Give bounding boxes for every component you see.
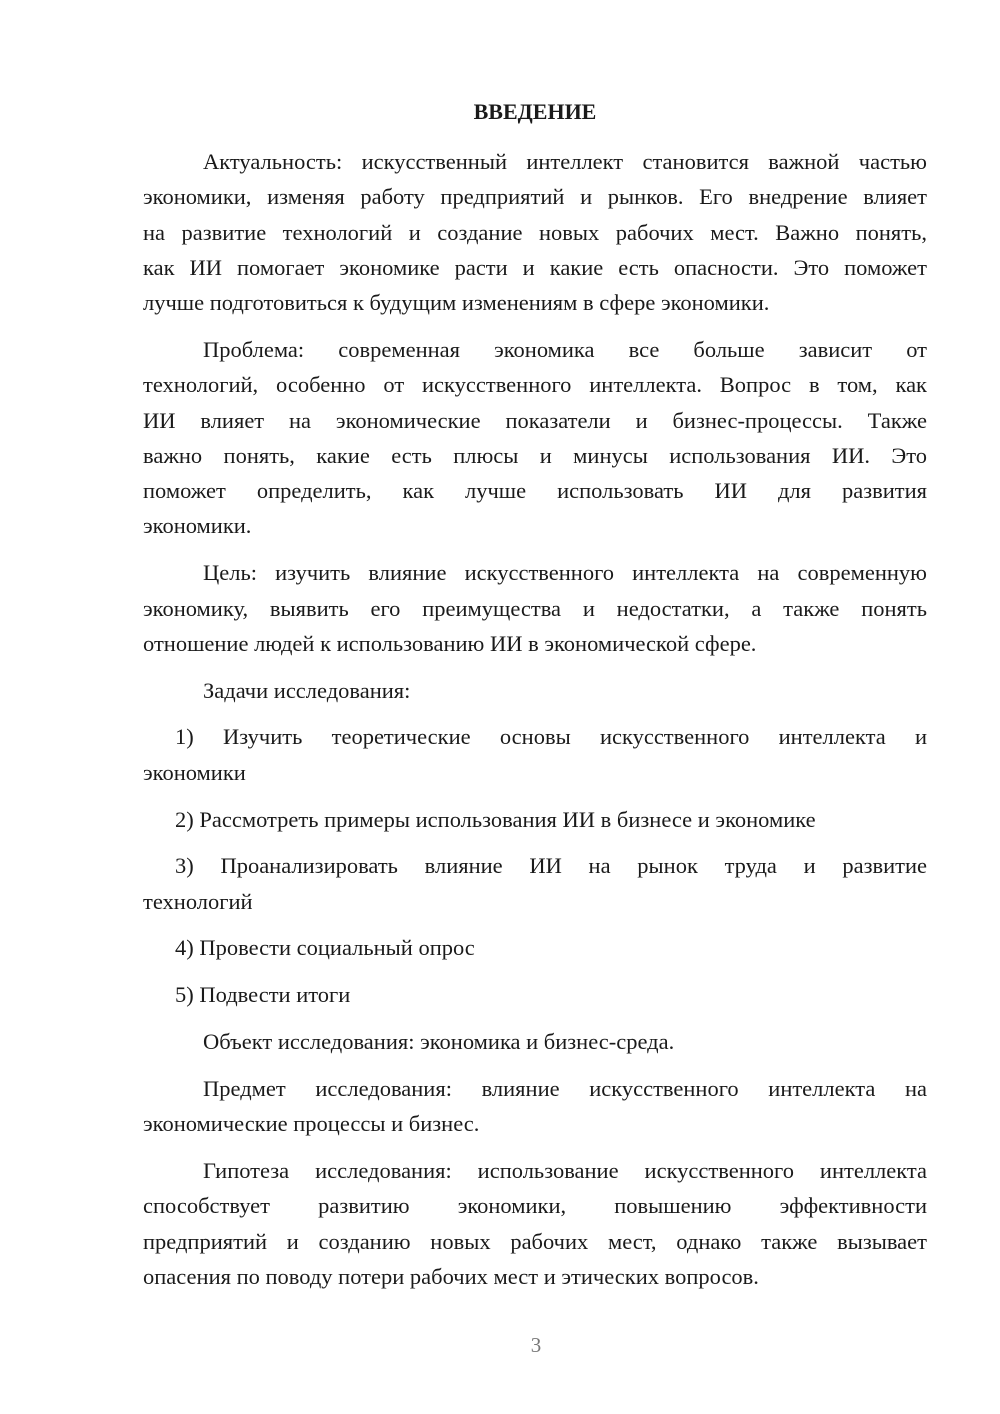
text-line: 2) Рассмотреть примеры использования ИИ в бизнесе и экономике bbox=[175, 806, 816, 832]
paragraph bbox=[143, 673, 927, 708]
text-line: на развитие технологий и создание новых рабочих мест. Важно понять, bbox=[143, 219, 927, 245]
text-line: как ИИ помогает экономике расти и какие есть опасности. Это поможет bbox=[143, 254, 927, 280]
paragraph bbox=[143, 332, 927, 544]
text-line: Задачи исследования: bbox=[203, 677, 411, 703]
list-item bbox=[143, 977, 927, 1012]
text-line: экономические процессы и бизнес. bbox=[143, 1111, 480, 1137]
text-line: Цель: изучить влияние искусственного интеллекта на современную bbox=[203, 560, 927, 586]
list-item bbox=[143, 802, 927, 837]
text-line: 4) Провести социальный опрос bbox=[175, 935, 475, 961]
text-line: экономики, изменяя работу предприятий и рынков. Его внедрение влияет bbox=[143, 184, 927, 210]
paragraph bbox=[143, 555, 927, 661]
document-page bbox=[143, 94, 927, 1294]
paragraph bbox=[143, 1071, 927, 1142]
text-line: опасения по поводу потери рабочих мест и этических вопросов. bbox=[143, 1263, 759, 1289]
text-line: экономики. bbox=[143, 513, 252, 539]
text-line: технологий bbox=[143, 888, 253, 914]
page-number: 3 bbox=[530, 1333, 542, 1357]
document-body bbox=[143, 144, 927, 1294]
paragraph bbox=[143, 144, 927, 320]
list-item bbox=[143, 848, 927, 919]
text-line: отношение людей к использованию ИИ в экономической сфере. bbox=[143, 630, 757, 656]
text-line: поможет определить, как лучше использовать ИИ для развития bbox=[143, 478, 927, 504]
text-line: экономику, выявить его преимущества и недостатки, а также понять bbox=[143, 595, 927, 621]
text-line: Предмет исследования: влияние искусственного интеллекта на bbox=[203, 1075, 927, 1101]
text-line: лучше подготовиться к будущим изменениям в сфере экономики. bbox=[143, 290, 770, 316]
text-line: способствует развитию экономики, повышению эффективности bbox=[143, 1193, 927, 1219]
text-line: ИИ влияет на экономические показатели и бизнес-процессы. Также bbox=[143, 407, 927, 433]
text-line: важно понять, какие есть плюсы и минусы использования ИИ. Это bbox=[143, 442, 927, 468]
section-title: ВВЕДЕНИЕ bbox=[473, 99, 597, 124]
text-line: 5) Подвести итоги bbox=[175, 982, 351, 1008]
text-line: Объект исследования: экономика и бизнес-среда. bbox=[203, 1029, 675, 1055]
text-line: 3) Проанализировать влияние ИИ на рынок труда и развитие bbox=[175, 853, 927, 879]
paragraph bbox=[143, 1153, 927, 1294]
list-item bbox=[143, 930, 927, 965]
paragraph bbox=[143, 1024, 927, 1059]
text-line: предприятий и созданию новых рабочих мест, однако также вызывает bbox=[143, 1228, 927, 1254]
text-line: Актуальность: искусственный интеллект становится важной частью bbox=[203, 149, 927, 174]
text-line: Проблема: современная экономика все больше зависит от bbox=[203, 336, 927, 362]
list-item bbox=[143, 719, 927, 790]
text-line: Гипотеза исследования: использование искусственного интеллекта bbox=[203, 1157, 927, 1183]
text-line: экономики bbox=[143, 759, 246, 785]
text-line: технологий, особенно от искусственного интеллекта. Вопрос в том, как bbox=[143, 372, 927, 398]
text-line: 1) Изучить теоретические основы искусственного интеллекта и bbox=[175, 724, 927, 750]
